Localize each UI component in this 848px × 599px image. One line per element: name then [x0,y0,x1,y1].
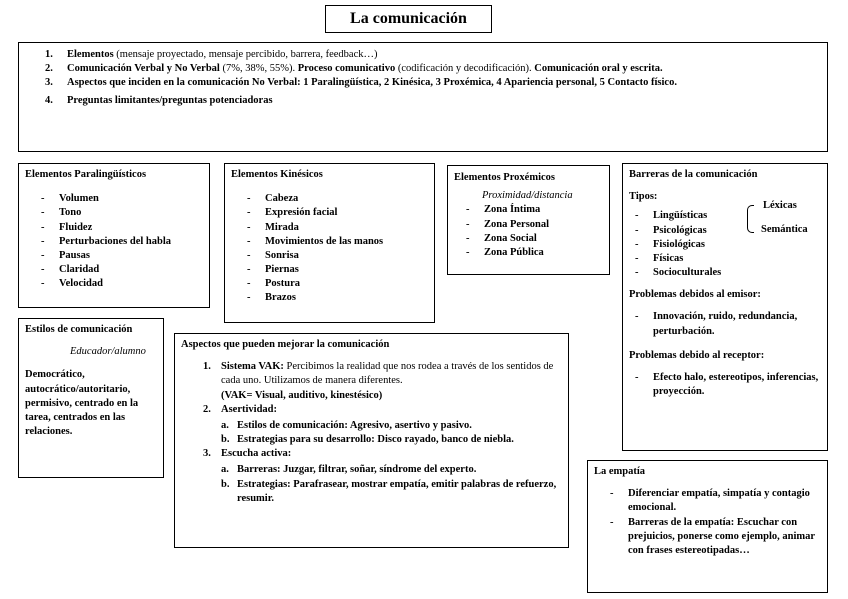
estilos-body: Democrático, autocrático/autoritario, permisivo, centrado en la tarea, centrados en las relaciones. [25,369,139,438]
list-item: - Velocidad [37,277,203,291]
barreras-emisor-list [629,310,821,338]
aspectos-s3-a: a. Barreras: Juzgar, filtrar, soñar, síndrome del experto. [221,464,477,476]
list-item: - Piernas [243,263,428,277]
kinesicos-box [224,163,435,323]
aspectos-s3: 3. Escucha activa: a. Barreras: Juzgar, filtrar, soñar, síndrome del experto. b. Estrategias: Parafrasear, mostrar empatía, emitir palabras de refuerzo, resumir. [181,447,562,506]
barreras-sub-lexicas: Léxicas [763,200,797,212]
barreras-receptor-list [629,371,821,399]
barreras-emisor-label: Problemas debidos al emisor: [629,289,761,301]
list-item: - Físicas [631,252,821,266]
list-item: - Fisiológicas [631,238,821,252]
empatia-list [594,487,821,558]
barreras-tipos-list [629,209,821,280]
aspectos-box [174,333,569,548]
list-item: - Perturbaciones del habla [37,235,203,249]
kinesicos-list [231,192,428,305]
barreras-title: Barreras de la comunicación [629,169,758,180]
list-item: - Tono [37,206,203,220]
intro-list [45,48,817,108]
list-item: - Diferenciar empatía, simpatía y contagio emocional. [606,487,821,515]
list-item: - Barreras de la empatía: Escuchar con prejuicios, ponerse como ejemplo, animar con frases estereotipadas… [606,516,821,559]
list-item: - Socioculturales [631,266,821,280]
list-item: - Expresión facial [243,206,428,220]
list-item: - Postura [243,277,428,291]
list-item: - Innovación, ruido, redundancia, perturbación. [631,310,821,338]
empatia-box [587,460,828,593]
list-item: - Movimientos de las manos [243,235,428,249]
estilos-box [18,318,164,478]
list-item: - Sonrisa [243,249,428,263]
intro-item-4: 4. Preguntas limitantes/preguntas potenciadoras [45,94,273,106]
barreras-tipos-wrapper [629,200,821,280]
list-item: - Psicológicas [631,224,821,238]
aspectos-title: Aspectos que pueden mejorar la comunicación [181,339,390,350]
list-item: - Zona Pública [462,246,603,260]
list-item: - Cabeza [243,192,428,206]
aspectos-s1: 1. Sistema VAK: Percibimos la realidad que nos rodea a través de los sentidos de cada uno. Utilizamos de manera diferentes. (VAK= Visual, auditivo, kinestésico) [203,361,554,401]
list-item: - Fluidez [37,221,203,235]
kinesicos-title: Elementos Kinésicos [231,169,323,180]
empatia-title: La empatía [594,466,646,477]
paralinguisticos-title: Elementos Paralingüísticos [25,169,147,180]
paralinguisticos-list [25,192,203,291]
paralinguisticos-box [18,163,210,308]
list-item: - Zona Personal [462,218,603,232]
list-item: - Volumen [37,192,203,206]
proxemicos-list [454,203,603,260]
intro-box [18,42,828,152]
proxemicos-subtitle: Proximidad/distancia [482,190,573,202]
brace-icon [747,205,754,233]
aspectos-s2-b: b. Estrategias para su desarrollo: Disco rayado, banco de niebla. [221,434,514,446]
proxemicos-title: Elementos Proxémicos [454,172,555,183]
list-item: - Efecto halo, estereotipos, inferencias, proyección. [631,371,821,399]
list-item: - Claridad [37,263,203,277]
intro-item-1: 1. Elementos (mensaje proyectado, mensaje percibido, barrera, feedback…) [45,49,378,60]
list-item: - Zona Íntima [462,203,603,217]
barreras-box [622,163,828,451]
list-item: - Pausas [37,249,203,263]
estilos-subtitle: Educador/alumno [70,346,146,358]
list-item: - Lingüísticas [631,209,821,223]
barreras-sub-semantica: Semántica [761,224,808,236]
proxemicos-box [447,165,610,275]
estilos-title: Estilos de comunicación [25,324,133,335]
aspectos-s2-a: a. Estilos de comunicación: Agresivo, asertivo y pasivo. [221,419,472,431]
barreras-tipos-label: Tipos: [629,191,658,203]
intro-item-3: 3. Aspectos que inciden en la comunicación No Verbal: 1 Paralingüística, 2 Kinésica, 3 Proxémica, 4 Apariencia personal, 5 Contacto físico. [45,77,677,89]
barreras-receptor-label: Problemas debido al receptor: [629,349,765,361]
page-title: La comunicación [325,5,492,33]
list-item: - Zona Social [462,232,603,246]
aspectos-s3-b: b. Estrategias: Parafrasear, mostrar empatía, emitir palabras de refuerzo, resumir. [221,478,557,504]
list-item: - Brazos [243,291,428,305]
intro-item-2: 2. Comunicación Verbal y No Verbal (7%, 38%, 55%). Proceso comunicativo (codificación y decodificación). Comunicación oral y escrita. [45,63,663,75]
list-item: - Mirada [243,221,428,235]
aspectos-s2: 2. Asertividad: a. Estilos de comunicación: Agresivo, asertivo y pasivo. b. Estrategias para su desarrollo: Disco rayado, banco de niebla. [181,403,562,448]
